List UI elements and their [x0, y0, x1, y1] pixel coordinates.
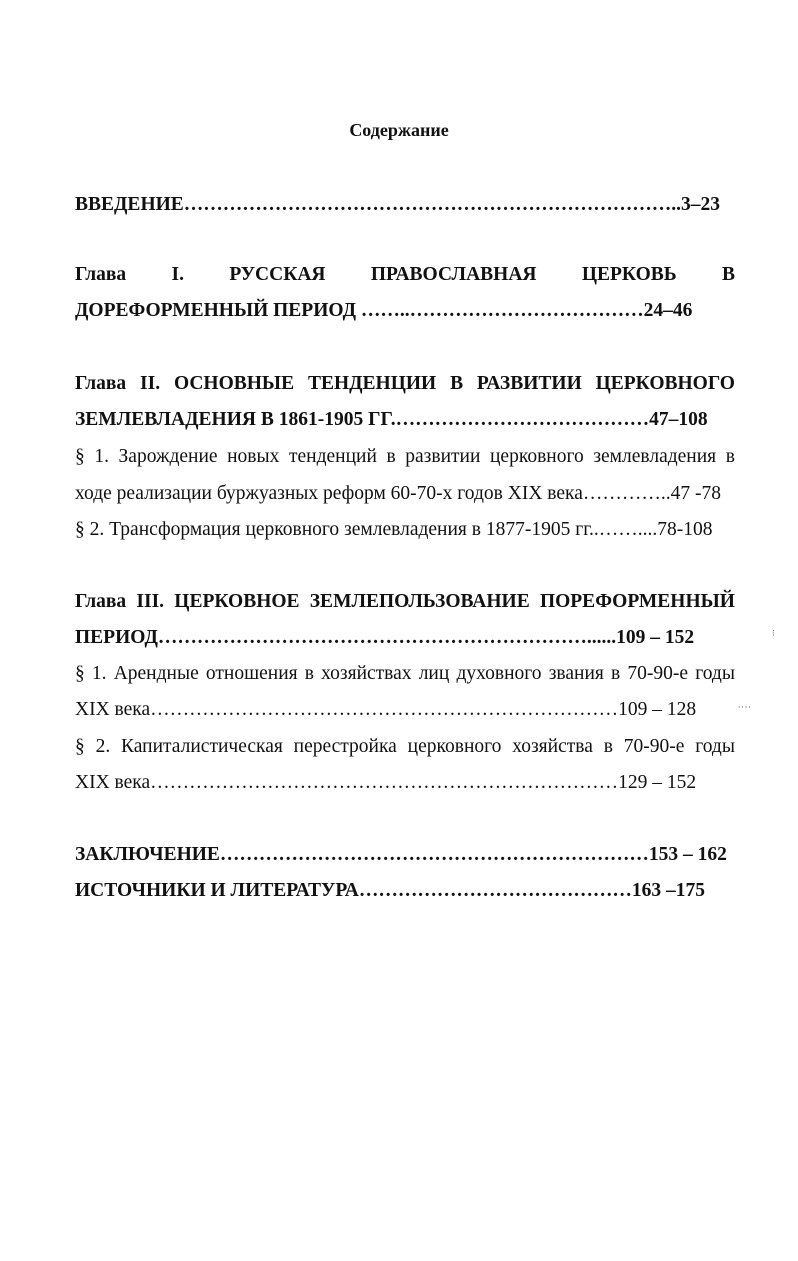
word: в: [386, 446, 396, 467]
word: церковного: [407, 736, 502, 757]
toc-entry-chapter-2-section-2: § 2. Трансформация церковного землевладения в 1877-1905 гг..……....78-108: [75, 519, 713, 540]
toc-entry-chapter-3-section-1-line-1: [75, 661, 735, 687]
toc-entry-chapter-2-section-1-line-2: ходе реализации буржуазных реформ 60-70-х годов XIX века…………..47 -78: [75, 483, 721, 504]
word: хозяйства: [512, 736, 593, 757]
word: II.: [140, 373, 161, 394]
toc-entry-introduction: ВВЕДЕНИЕ…………………………………………………………………..3–23: [75, 194, 721, 215]
word: 1.: [91, 663, 107, 684]
word: в: [611, 663, 621, 684]
toc-entry-chapter-2-line-1: [75, 371, 735, 397]
word: I.: [171, 264, 184, 285]
word: 70-90-е: [627, 663, 689, 684]
word: III.: [136, 591, 165, 612]
word: отношения: [205, 663, 298, 684]
word: В: [450, 373, 464, 394]
word: духовного: [456, 663, 542, 684]
word: годы: [695, 663, 735, 684]
word: в: [725, 446, 735, 467]
word: Глава: [75, 591, 127, 612]
word: ЦЕРКОВЬ: [581, 264, 677, 285]
toc-entry-chapter-2-line-2: ЗЕМЛЕВЛАДЕНИЯ В 1861-1905 ГГ.…………………………………47–108: [75, 409, 708, 430]
toc-entry-chapter-3-line-2: ПЕРИОД…………………………………………………………......109 – 152: [75, 627, 695, 648]
word: землевладения: [593, 446, 717, 467]
word: Глава: [75, 264, 127, 285]
word: в: [304, 663, 314, 684]
word: §: [75, 663, 85, 684]
toc-entry-chapter-2-section-1-line-1: [75, 444, 735, 470]
toc-entry-chapter-3-line-1: [75, 589, 735, 615]
toc-entry-chapter-3-section-2-line-1: [75, 734, 735, 760]
scan-speck: ⁝: [772, 628, 775, 638]
toc-entry-chapter-1-line-2: ДОРЕФОРМЕННЫЙ ПЕРИОД ……..………………………………24–46: [75, 300, 693, 321]
word: В: [721, 264, 735, 285]
word: ТЕНДЕНЦИИ: [307, 373, 437, 394]
toc-entry-conclusion: ЗАКЛЮЧЕНИЕ…………………………………………………………153 – 162: [75, 844, 727, 865]
word: звания: [548, 663, 604, 684]
word: Арендные: [113, 663, 199, 684]
word: ОСНОВНЫЕ: [173, 373, 295, 394]
scan-speck: ⸱⸱⸱⸱: [738, 702, 752, 712]
toc-entry-chapter-3-section-2-line-2: XIX века………………………………………………………………129 – 152: [75, 772, 697, 793]
word: ЗЕМЛЕПОЛЬЗОВАНИЕ: [309, 591, 530, 612]
word: развитии: [405, 446, 481, 467]
page-title: Содержание: [349, 120, 449, 140]
word: РУССКАЯ: [229, 264, 326, 285]
word: церковного: [490, 446, 584, 467]
word: 1.: [94, 446, 109, 467]
word: РАЗВИТИИ: [476, 373, 582, 394]
word: ЦЕРКОВНОГО: [595, 373, 735, 394]
word: хозяйствах: [321, 663, 412, 684]
word: ЦЕРКОВНОЕ: [174, 591, 300, 612]
word: Глава: [75, 373, 127, 394]
word: Зарождение: [118, 446, 218, 467]
word: 2.: [95, 736, 111, 757]
word: Капиталистическая: [121, 736, 283, 757]
word: §: [75, 736, 85, 757]
word: §: [75, 446, 85, 467]
toc-entry-chapter-3-section-1-line-2: XIX века………………………………………………………………109 – 128: [75, 699, 697, 720]
word: ПОРЕФОРМЕННЫЙ: [539, 591, 735, 612]
word: лиц: [418, 663, 450, 684]
word: новых: [227, 446, 280, 467]
word: годы: [695, 736, 735, 757]
word: ПРАВОСЛАВНАЯ: [370, 264, 537, 285]
toc-entry-chapter-1-line-1: [75, 262, 735, 288]
toc-entry-sources: ИСТОЧНИКИ И ЛИТЕРАТУРА……………………………………163 –175: [75, 880, 705, 901]
word: 70-90-е: [623, 736, 685, 757]
word: в: [603, 736, 613, 757]
word: тенденций: [288, 446, 377, 467]
word: перестройка: [293, 736, 397, 757]
